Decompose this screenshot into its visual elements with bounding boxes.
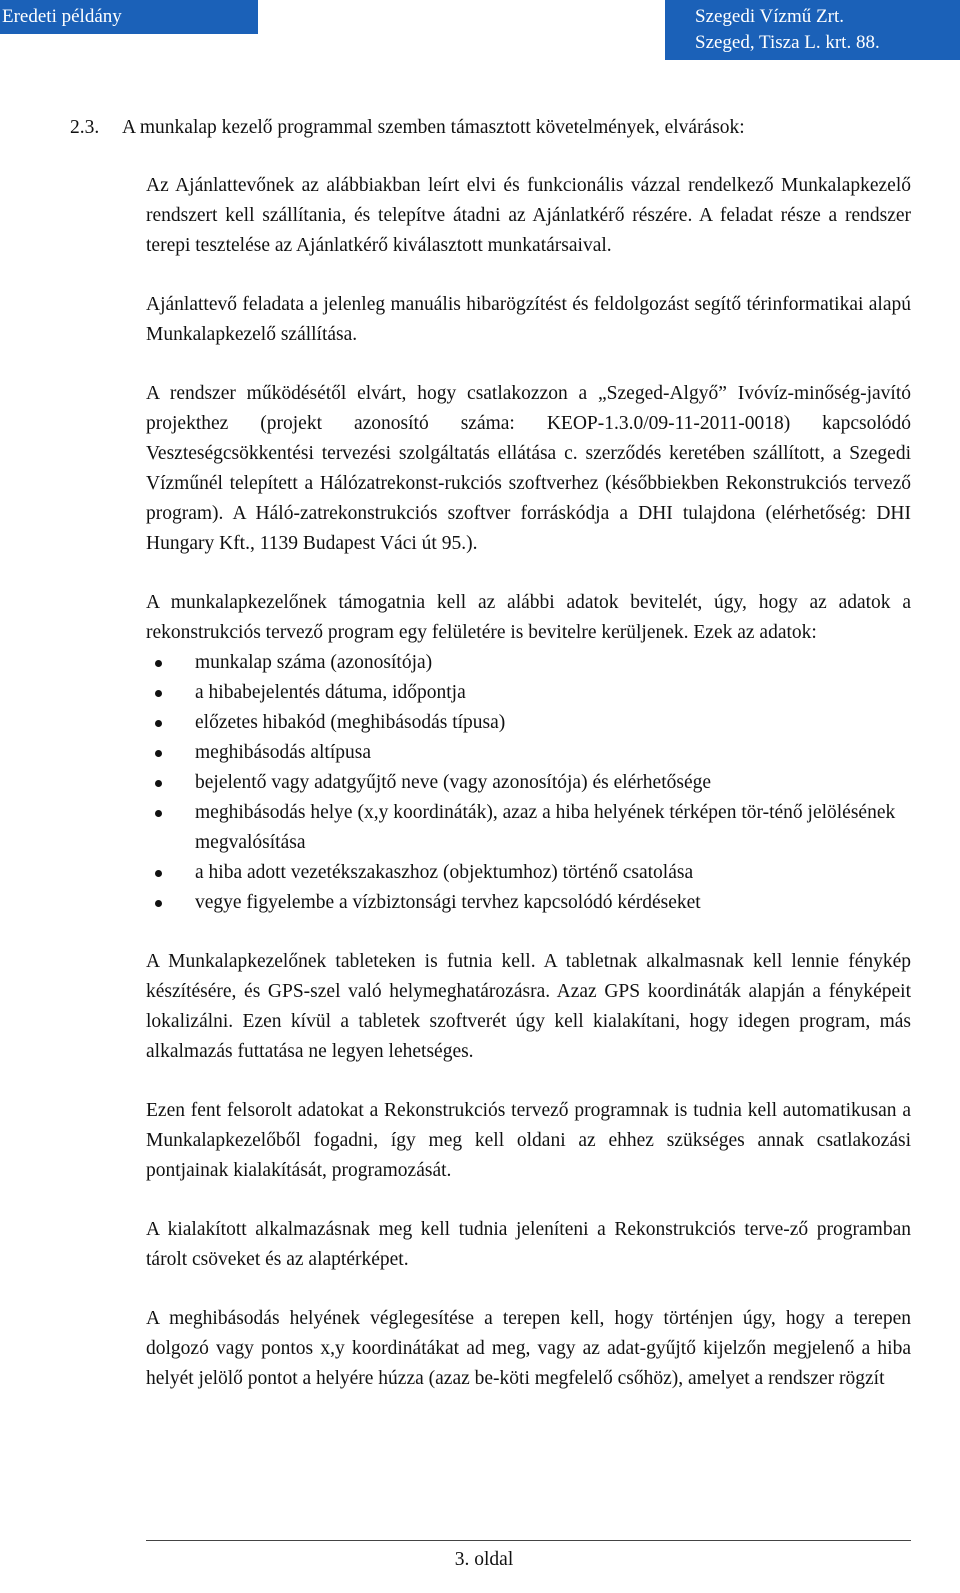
section-heading [70, 113, 930, 143]
list-item [146, 858, 911, 888]
paragraph-intro: Az Ajánlattevőnek az alábbiakban leírt elvi és funkcionális vázzal rendelkező Munkalapkezelő rendszert kell szállítania, és telepítve átadni az Ajánlatkérő részére. A feladat része a rendszer terepi tesztelése az Ajánlatkérő kiválasztott munkatársaival. [146, 175, 911, 256]
bullet-icon [155, 750, 162, 757]
list-item [146, 708, 911, 738]
list-item [146, 738, 911, 768]
paragraph-task: Ajánlattevő feladata a jelenleg manuális hibarögzítést és feldolgozást segítő térinformatikai alapú Munkalapkezelő szállítása. [146, 294, 911, 345]
page-number: 3. oldal [454, 1549, 514, 1570]
list-item-text: előzetes hibakód (meghibásodás típusa) [195, 712, 506, 733]
company-header [665, 0, 960, 60]
bullet-icon [155, 780, 162, 787]
list-item-text: munkalap száma (azonosítója) [195, 652, 433, 673]
bullet-icon [155, 720, 162, 727]
paragraph-integration: Ezen fent felsorolt adatokat a Rekonstrukciós tervező programnak is tudnia kell automatikusan a Munkalapkezelőből fogadni, így meg kell oldani az ehhez szükséges annak csatlakozási pontjainak kialakítását, programozását. [146, 1100, 911, 1181]
paragraph-data-input: A munkalapkezelőnek támogatnia kell az alábbi adatok bevitelét, úgy, hogy az adatok a rekonstrukciós tervező program egy felületére is bevitelre kerüljenek. Ezek az adatok: [146, 592, 911, 643]
footer-divider [146, 1540, 911, 1541]
original-copy-label: Eredeti példány [0, 0, 258, 34]
data-field-list [146, 648, 911, 918]
list-item [146, 648, 911, 678]
paragraph-fault-location: A meghibásodás helyének véglegesítése a terepen kell, hogy történjen úgy, hogy a terepen dolgozó vagy pontos x,y koordinátákat ad meg, vagy az adat-gyűjtő kijelzőn megjelenő a hiba helyét jelölő pontot a helyére húzza (azaz be-köti megfelelő csőhöz), amelyet a rendszer rögzít [146, 1308, 911, 1389]
company-address: Szeged, Tisza L. krt. 88. [695, 32, 880, 53]
list-item-text: a hiba adott vezetékszakaszhoz (objektumhoz) történő csatolása [195, 862, 694, 883]
list-item-text: meghibásodás altípusa [195, 742, 372, 763]
bullet-icon [155, 900, 162, 907]
bullet-icon [155, 690, 162, 697]
paragraph-display: A kialakított alkalmazásnak meg kell tudnia jeleníteni a Rekonstrukciós terve-ző programban tárolt csöveket és az alaptérképet. [146, 1219, 911, 1270]
bullet-icon [155, 810, 162, 817]
bullet-icon [155, 660, 162, 667]
company-name: Szegedi Vízmű Zrt. [695, 6, 844, 27]
list-item-text: bejelentő vagy adatgyűjtő neve (vagy azonosítója) és elérhetősége [195, 772, 712, 793]
list-item [146, 768, 911, 798]
list-item [146, 798, 911, 858]
list-item-text: meghibásodás helye (x,y koordináták), azaz a hiba helyének térképen tör-ténő jelölésének megvalósítása [195, 802, 896, 853]
section-title: A munkalap kezelő programmal szemben támasztott követelmények, elvárások: [122, 117, 745, 138]
list-item [146, 678, 911, 708]
bullet-icon [155, 870, 162, 877]
paragraph-tablet: A Munkalapkezelőnek tableteken is futnia kell. A tabletnak alkalmasnak kell lennie fénykép készítésére, és GPS-szel való helymeghatározásra. Azaz GPS koordináták alapján a fényképeit lokalizálni. Ezen kívül a tabletek szoftverét úgy kell kialakítani, hogy idegen program, más alkalmazás futtatása ne legyen lehetséges. [146, 951, 911, 1062]
paragraph-connection: A rendszer működésétől elvárt, hogy csatlakozzon a „Szeged-Algyő” Ivóvíz-minőség-javító projekthez (projekt azonosító száma: KEOP-1.3.0/09-11-2011-0018) kapcsolódó Veszteségcsökkentési tervezési szolgáltatás ellátása c. szerződés keretében szállított, a Szegedi Vízműnél telepített a Hálózatrekonst-rukciós szoftverhez (későbbiekben Rekonstrukciós tervező program). A Háló-zatrekonstrukciós szoftver forráskódja a DHI tulajdona (elérhetőség: DHI Hungary Kft., 1139 Budapest Váci út 95.). [146, 383, 911, 554]
list-item [146, 888, 911, 918]
list-item-text: a hibabejelentés dátuma, időpontja [195, 682, 466, 703]
list-item-text: vegye figyelembe a vízbiztonsági tervhez kapcsolódó kérdéseket [195, 892, 701, 913]
document-body [146, 171, 911, 1394]
section-number: 2.3. [70, 117, 100, 138]
